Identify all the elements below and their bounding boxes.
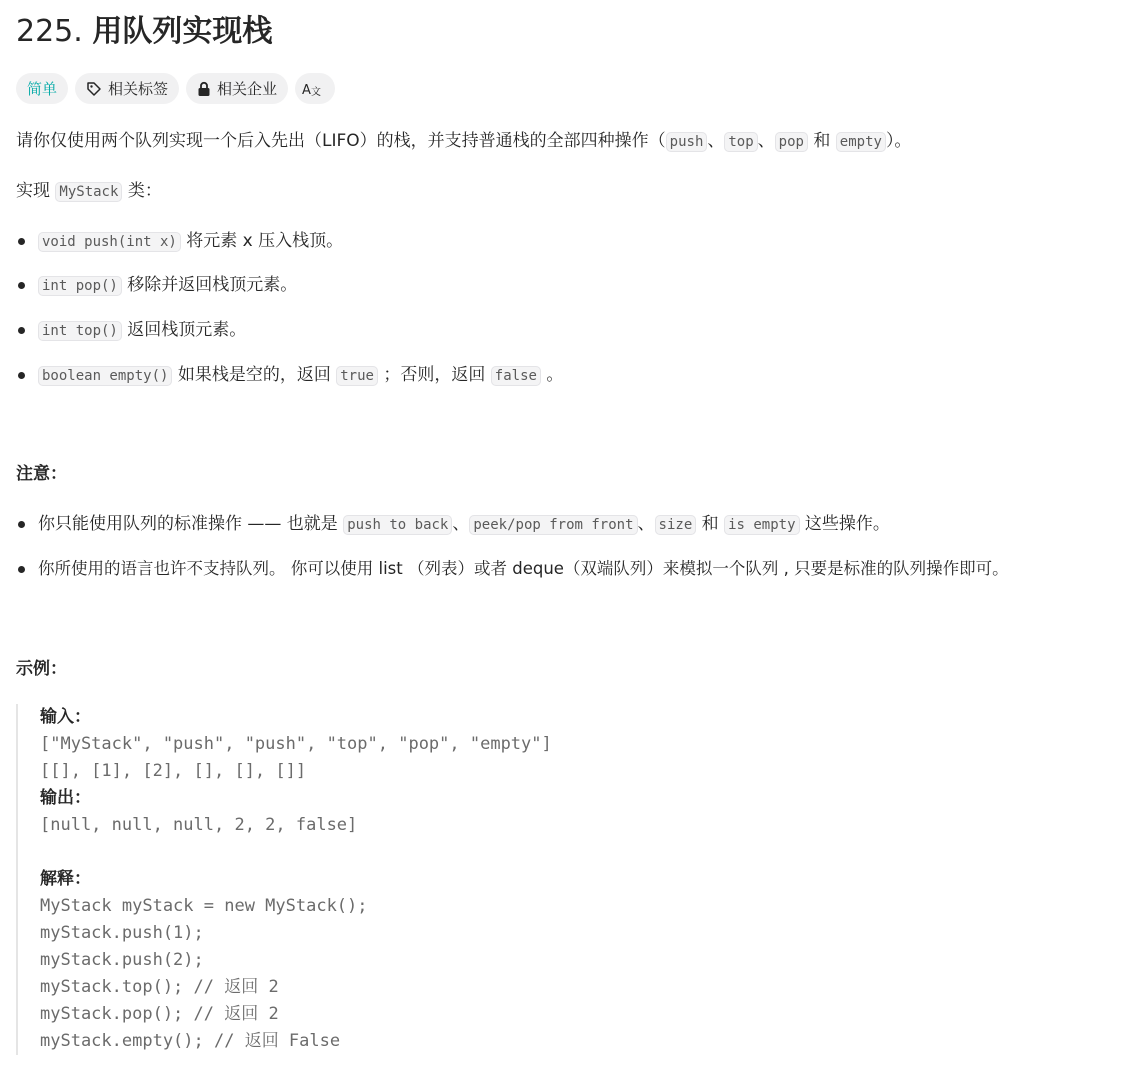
code-false: false	[491, 366, 541, 386]
bullet	[18, 238, 25, 245]
code-true: true	[336, 366, 378, 386]
bullet	[18, 566, 25, 573]
output-label: 输出：	[40, 788, 91, 808]
explain-label: 解释：	[40, 869, 91, 889]
method-signature: void push(int x)	[38, 232, 181, 252]
difficulty-badge[interactable]	[16, 73, 68, 104]
tag-icon	[86, 81, 102, 97]
code-empty: empty	[836, 132, 886, 152]
explain-line: myStack.top(); // 返回 2	[40, 977, 279, 997]
code-push: push	[666, 132, 708, 152]
svg-text:A: A	[302, 82, 311, 97]
example-heading: 示例：	[16, 659, 67, 679]
bullet	[18, 372, 25, 379]
list-item: int pop() 移除并返回栈顶元素。	[16, 272, 563, 317]
translate-button[interactable]	[295, 73, 335, 104]
list-item: boolean empty() 如果栈是空的，返回 true ；否则，返回 false 。	[16, 362, 563, 392]
problem-title	[16, 12, 272, 52]
method-signature: int top()	[38, 321, 122, 341]
lock-icon	[197, 81, 211, 97]
difficulty-label: 简单	[27, 80, 58, 98]
list-item: void push(int x) 将元素 x 压入栈顶。	[16, 228, 563, 272]
related-tags-button[interactable]	[75, 73, 179, 104]
intro-paragraph: 请你仅使用两个队列实现一个后入先出（LIFO）的栈，并支持普通栈的全部四种操作（ push 、 top 、 pop 和 empty ）。	[16, 131, 912, 151]
bullet	[18, 282, 25, 289]
notes-list	[16, 511, 1009, 586]
method-list	[16, 228, 563, 392]
list-item: int top() 返回栈顶元素。	[16, 317, 563, 362]
input-line: [[], [1], [2], [], [], []]	[40, 761, 307, 781]
svg-text:文: 文	[311, 86, 322, 97]
notes-heading: 注意：	[16, 464, 67, 484]
code-pop: pop	[775, 132, 808, 152]
example-block	[16, 704, 718, 1055]
code-mystack: MyStack	[55, 182, 122, 202]
explain-line: MyStack myStack = new MyStack();	[40, 896, 368, 916]
output-line: [null, null, null, 2, 2, false]	[40, 815, 358, 835]
explain-line: myStack.empty(); // 返回 False	[40, 1031, 341, 1051]
explain-line: myStack.push(1);	[40, 923, 204, 943]
translate-icon	[302, 81, 322, 97]
related-companies-button[interactable]	[186, 73, 288, 104]
problem-name: 用队列实现栈	[92, 14, 273, 49]
bullet	[18, 521, 25, 528]
method-signature: int pop()	[38, 276, 122, 296]
list-item: 你只能使用队列的标准操作 —— 也就是 push to back 、 peek/pop from front 、 size 和 is empty 这些操作。	[16, 511, 1009, 556]
bullet	[18, 327, 25, 334]
implement-paragraph: 实现 MyStack 类：	[16, 181, 162, 201]
problem-number: 225.	[16, 14, 83, 49]
related-companies-label: 相关企业	[217, 80, 278, 98]
method-signature: boolean empty()	[38, 366, 172, 386]
code-top: top	[724, 132, 757, 152]
list-item: 你所使用的语言也许不支持队列。 你可以使用 list （列表）或者 deque（双端队列）来模拟一个队列 , 只要是标准的队列操作即可。	[16, 556, 1009, 586]
input-line: ["MyStack", "push", "push", "top", "pop", "empty"]	[40, 734, 552, 754]
input-label: 输入：	[40, 707, 91, 727]
tag-bar	[16, 73, 335, 104]
explain-line: myStack.pop(); // 返回 2	[40, 1004, 279, 1024]
explain-line: myStack.push(2);	[40, 950, 204, 970]
related-tags-label: 相关标签	[108, 80, 169, 98]
